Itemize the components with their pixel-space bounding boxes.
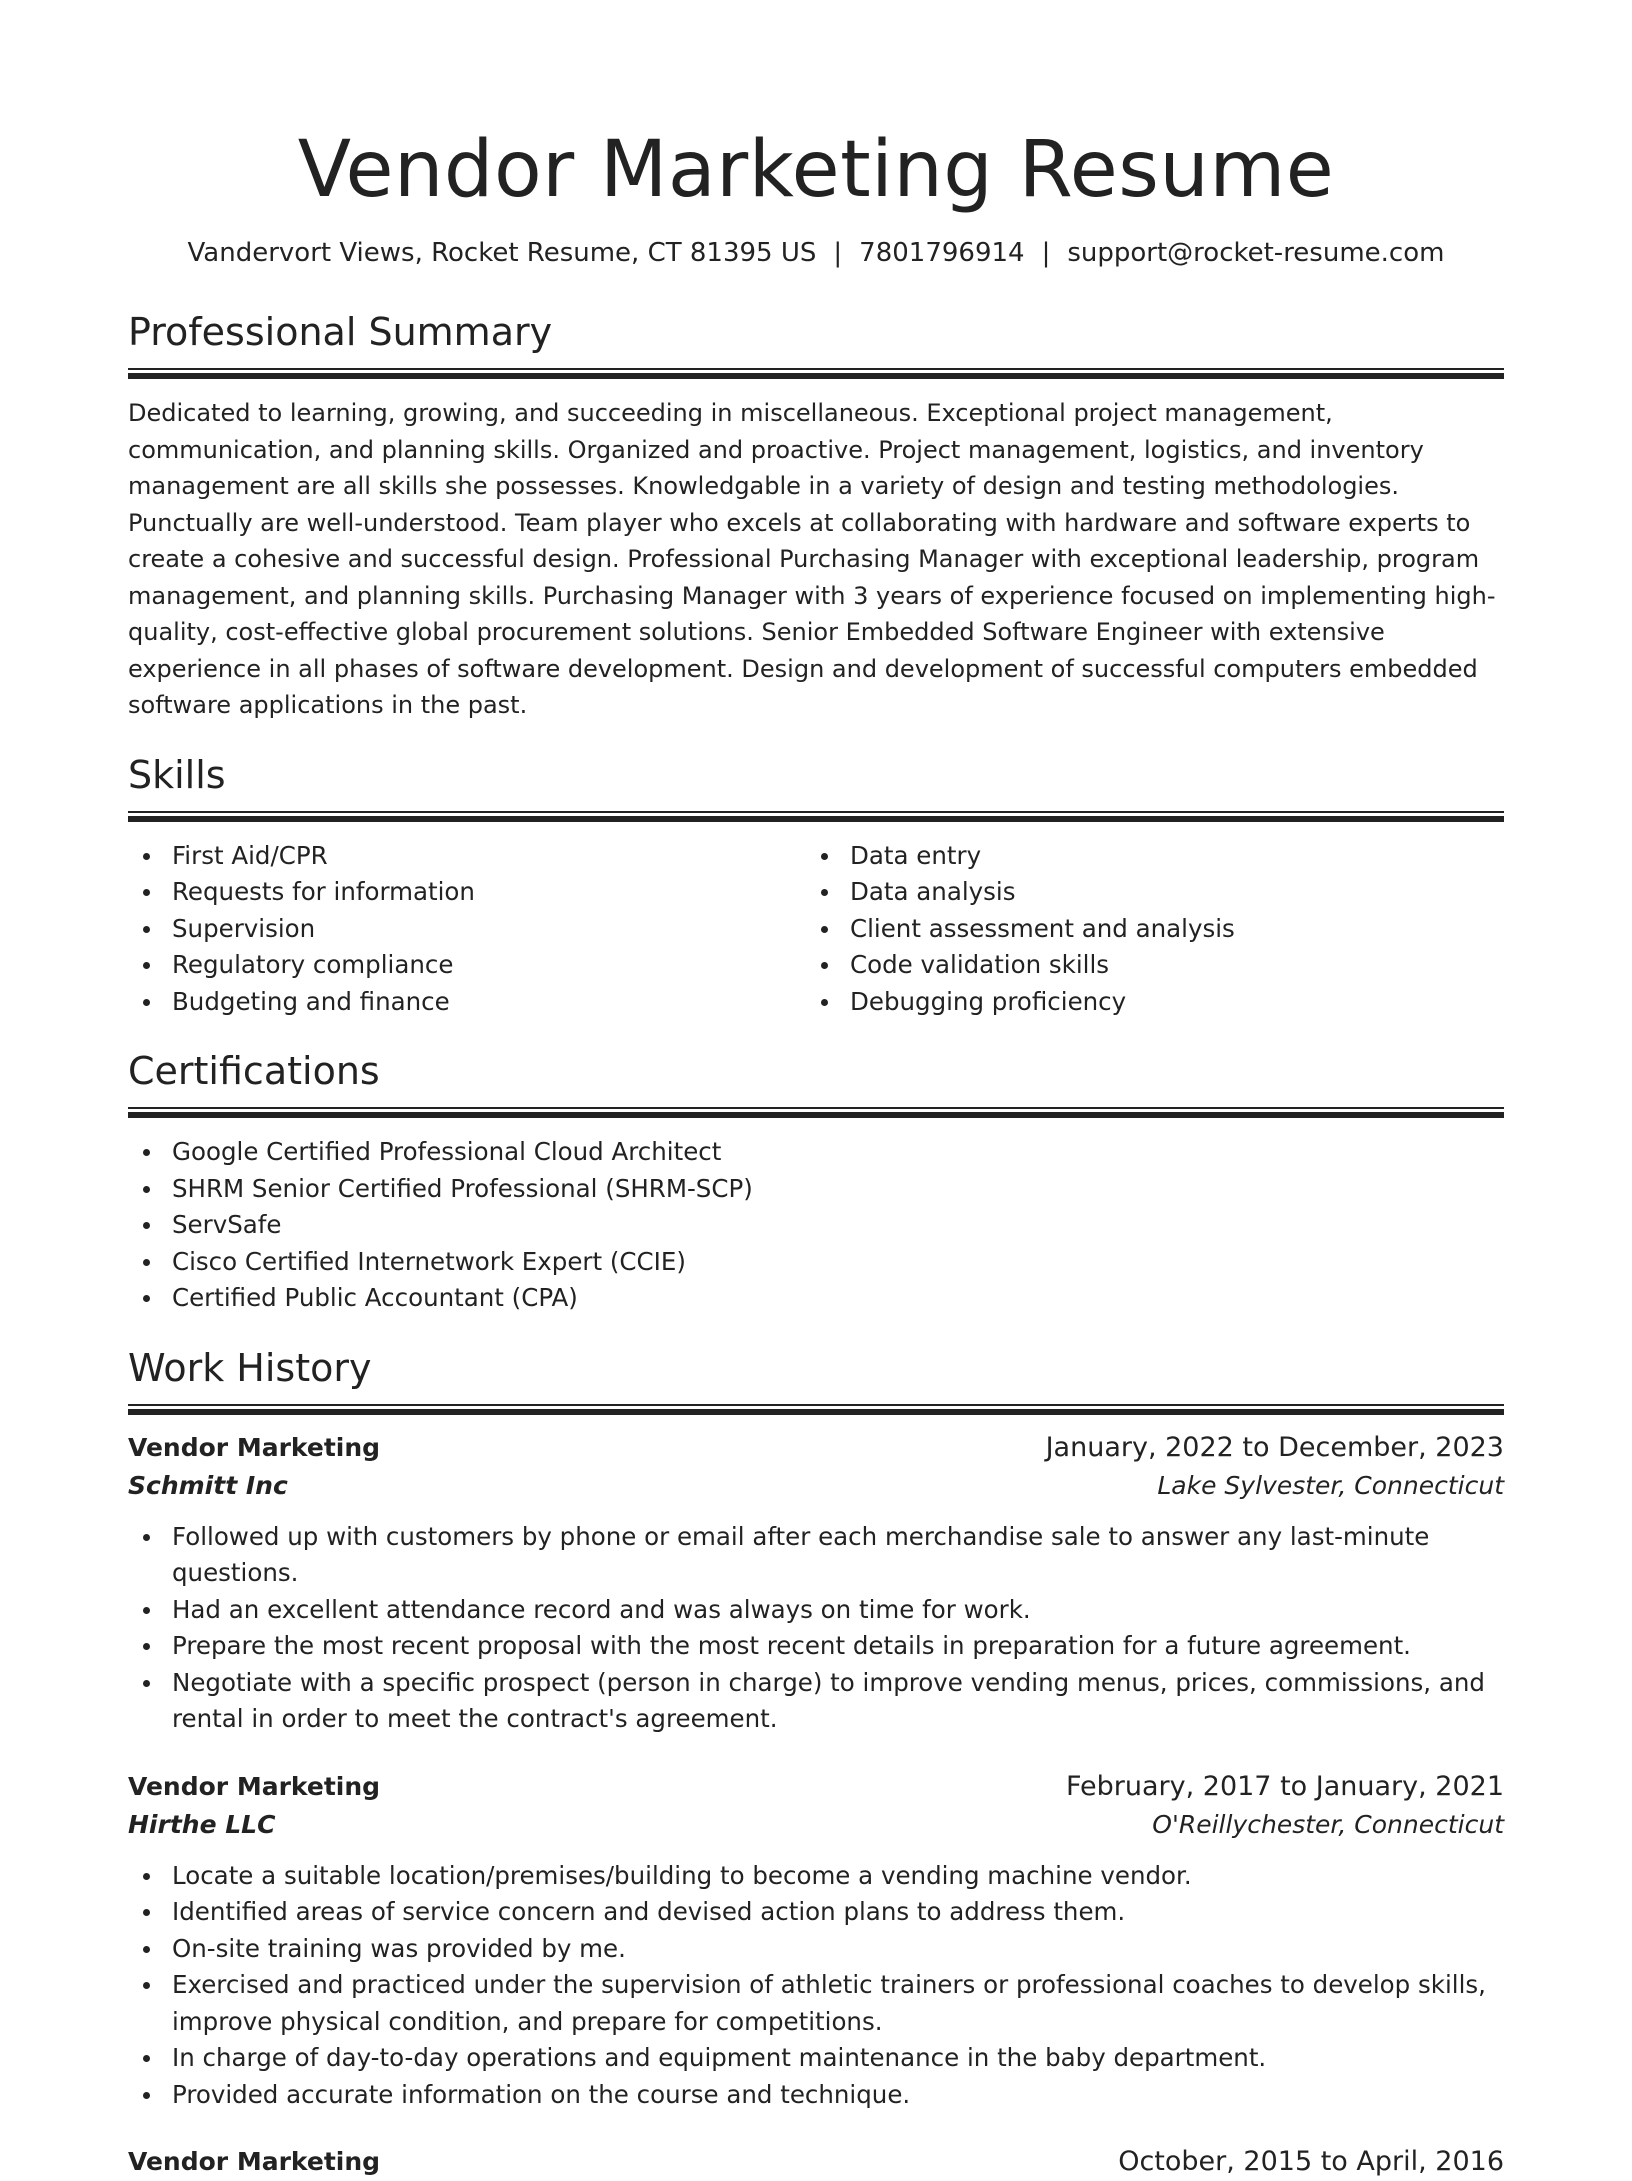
summary-section bbox=[128, 308, 1504, 724]
address: Vandervort Views, Rocket Resume, CT 81395 US bbox=[188, 238, 817, 268]
skill-item: Debugging proficiency bbox=[806, 984, 1484, 1021]
skills-list-left bbox=[128, 838, 806, 1021]
duty-item: Prepare the most recent proposal with the most recent details in preparation for a future agreement. bbox=[128, 1628, 1504, 1665]
duty-item: Locate a suitable location/premises/building to become a vending machine vendor. bbox=[128, 1858, 1504, 1895]
certifications-list bbox=[128, 1134, 1504, 1317]
duty-item: In charge of day-to-day operations and equipment maintenance in the baby department. bbox=[128, 2040, 1504, 2077]
job-entry bbox=[128, 2143, 1504, 2181]
certification-item: Google Certified Professional Cloud Architect bbox=[128, 1134, 1504, 1171]
duty-item: Identified areas of service concern and devised action plans to address them. bbox=[128, 1894, 1504, 1931]
summary-text: Dedicated to learning, growing, and succeeding in miscellaneous. Exceptional project management, communication, and planning skills. Organized and proactive. Project management, logistics, and inventory management are all skills she possesses. Knowledgable in a variety of design and testing methodologies. Punctually are well-understood. Team player who excels at collaborating with hardware and software experts to create a cohesive and successful design. Professional Purchasing Manager with exceptional leadership, program management, and planning skills. Purchasing Manager with 3 years of experience focused on implementing high-quality, cost-effective global procurement solutions. Senior Embedded Software Engineer with extensive experience in all phases of software development. Design and development of successful computers embedded software applications in the past. bbox=[128, 395, 1504, 724]
duty-item: On-site training was provided by me. bbox=[128, 1931, 1504, 1968]
job-dates: February, 2017 to January, 2021 bbox=[1066, 1768, 1504, 1806]
skills-list-right bbox=[806, 838, 1484, 1021]
email-address: support@rocket-resume.com bbox=[1067, 238, 1444, 268]
job-location: Lake Sylvester, Connecticut bbox=[1157, 1467, 1504, 1505]
duty-item: Followed up with customers by phone or email after each merchandise sale to answer any last-minute questions. bbox=[128, 1519, 1504, 1592]
resume-title: Vendor Marketing Resume bbox=[128, 122, 1504, 218]
skill-item: Data analysis bbox=[806, 874, 1484, 911]
duty-item: Had an excellent attendance record and was always on time for work. bbox=[128, 1592, 1504, 1629]
certification-item: SHRM Senior Certified Professional (SHRM-SCP) bbox=[128, 1171, 1504, 1208]
certifications-section bbox=[128, 1047, 1504, 1317]
contact-line bbox=[128, 236, 1504, 270]
skill-item: Budgeting and finance bbox=[128, 984, 806, 1021]
section-heading-skills: Skills bbox=[128, 751, 1504, 799]
skill-item: First Aid/CPR bbox=[128, 838, 806, 875]
job-header bbox=[128, 1429, 1504, 1467]
certification-item: ServSafe bbox=[128, 1207, 1504, 1244]
job-location: O'Reillychester, Connecticut bbox=[1152, 1806, 1504, 1844]
skills-section bbox=[128, 751, 1504, 1021]
job-duties bbox=[128, 1519, 1504, 1738]
resume-page bbox=[128, 0, 1504, 2181]
company-name: Schmitt Inc bbox=[128, 1467, 288, 1505]
skill-item: Data entry bbox=[806, 838, 1484, 875]
skill-item: Code validation skills bbox=[806, 947, 1484, 984]
certification-item: Cisco Certified Internetwork Expert (CCIE) bbox=[128, 1244, 1504, 1281]
duty-item: Negotiate with a specific prospect (person in charge) to improve vending menus, prices, commissions, and rental in order to meet the contract's agreement. bbox=[128, 1665, 1504, 1738]
skill-item: Client assessment and analysis bbox=[806, 911, 1484, 948]
job-subheader bbox=[128, 1467, 1504, 1505]
job-header bbox=[128, 2143, 1504, 2181]
job-title: Vendor Marketing bbox=[128, 1768, 380, 1806]
section-heading-summary: Professional Summary bbox=[128, 308, 1504, 356]
skill-item: Regulatory compliance bbox=[128, 947, 806, 984]
job-dates: October, 2015 to April, 2016 bbox=[1118, 2143, 1504, 2181]
certification-item: Certified Public Accountant (CPA) bbox=[128, 1280, 1504, 1317]
duty-item: Exercised and practiced under the supervision of athletic trainers or professional coaches to develop skills, improve physical condition, and prepare for competitions. bbox=[128, 1967, 1504, 2040]
section-heading-work-history: Work History bbox=[128, 1344, 1504, 1392]
duty-item: Provided accurate information on the course and technique. bbox=[128, 2077, 1504, 2114]
skill-item: Requests for information bbox=[128, 874, 806, 911]
contact-separator: | bbox=[1042, 238, 1051, 268]
contact-separator: | bbox=[833, 238, 842, 268]
skills-columns bbox=[128, 838, 1504, 1021]
job-entry bbox=[128, 1768, 1504, 2114]
section-heading-certifications: Certifications bbox=[128, 1047, 1504, 1095]
skill-item: Supervision bbox=[128, 911, 806, 948]
job-title: Vendor Marketing bbox=[128, 2143, 380, 2181]
job-header bbox=[128, 1768, 1504, 1806]
section-divider bbox=[128, 1404, 1504, 1415]
section-divider bbox=[128, 1107, 1504, 1118]
company-name: Hirthe LLC bbox=[128, 1806, 275, 1844]
job-title: Vendor Marketing bbox=[128, 1429, 380, 1467]
job-entry bbox=[128, 1429, 1504, 1738]
section-divider bbox=[128, 368, 1504, 379]
job-duties bbox=[128, 1858, 1504, 2114]
job-dates: January, 2022 to December, 2023 bbox=[1046, 1429, 1504, 1467]
phone-number: 7801796914 bbox=[859, 238, 1024, 268]
job-subheader bbox=[128, 1806, 1504, 1844]
work-history-section bbox=[128, 1344, 1504, 2181]
section-divider bbox=[128, 811, 1504, 822]
